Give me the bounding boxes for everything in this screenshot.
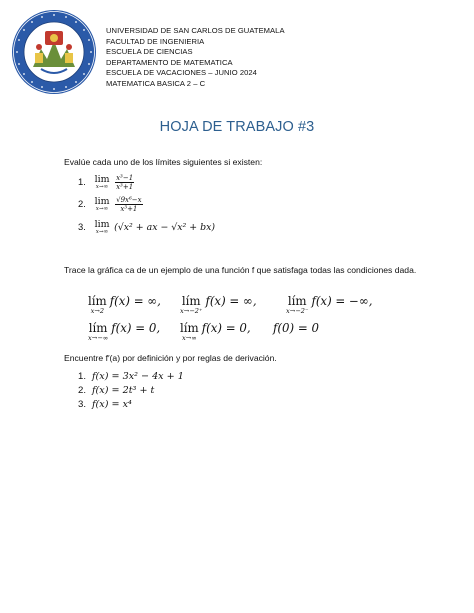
- lim-word: lím: [88, 294, 107, 308]
- limit-operator: [95, 175, 110, 190]
- institution-header: [106, 26, 436, 90]
- condition-limit-4: [88, 322, 160, 342]
- header-school: ESCUELA DE CIENCIAS: [106, 47, 193, 57]
- condition-limit-3: [286, 295, 373, 315]
- item-number: 1.: [78, 175, 86, 187]
- header-faculty: FACULTAD DE INGENIERIA: [106, 36, 205, 46]
- item-number: 2.: [78, 197, 86, 209]
- condition-expression: f(x) = ∞,: [205, 294, 257, 308]
- header-course: MATEMATICA BASICA 2 – C: [106, 78, 206, 88]
- lim-subscript: x→−2⁺: [180, 307, 203, 315]
- limit-expression: (√x² + ax − √x² + bx): [114, 222, 216, 233]
- numerator: √9x⁶−x: [116, 196, 142, 204]
- lim-subscript: x→∞: [181, 334, 197, 342]
- item-number: 2.: [78, 385, 87, 396]
- limit-fraction: [115, 174, 134, 191]
- condition-expression: f(x) = 0,: [201, 321, 251, 335]
- item-number: 1.: [78, 371, 87, 382]
- condition-value: [270, 322, 319, 336]
- limit-fraction: [115, 196, 142, 213]
- lim-subscript: x→−2⁻: [286, 307, 309, 315]
- header-university: UNIVERSIDAD DE SAN CARLOS DE GUATEMALA: [106, 26, 285, 35]
- condition-expression: f(x) = 0,: [111, 321, 161, 335]
- section1-instruction: Evalúe cada uno de los límites siguientes si existen:: [64, 157, 263, 167]
- derivative-item-2: [78, 385, 154, 396]
- lim-subscript: x→∞: [95, 206, 109, 212]
- lim-word: lim: [94, 174, 110, 185]
- derivative-item-1: [78, 371, 184, 382]
- condition-limit-2: [180, 295, 257, 315]
- lim-word: lím: [88, 321, 108, 335]
- denominator: x³+1: [120, 205, 138, 213]
- section2-instruction: Trace la gráfica ca de un ejemplo de una función f que satisfaga todas las condiciones dada.: [64, 265, 417, 275]
- lim-subscript: x→2: [90, 307, 105, 315]
- function-expression: f(x) = 3x² − 4x + 1: [92, 371, 184, 382]
- function-expression: f(x) = x⁴: [92, 399, 132, 410]
- numerator: x³−1: [116, 174, 134, 182]
- header-term: ESCUELA DE VACACIONES – JUNIO 2024: [106, 68, 257, 78]
- lim-subscript: x→∞: [95, 229, 109, 235]
- limit-operator: [95, 197, 110, 212]
- lim-word: lím: [287, 294, 307, 308]
- header-department: DEPARTAMENTO DE MATEMATICA: [106, 57, 233, 67]
- condition-expression: f(x) = ∞,: [109, 294, 161, 308]
- lim-word: lím: [181, 294, 201, 308]
- limit-item-3: [78, 220, 215, 235]
- limit-item-2: [78, 196, 143, 213]
- function-expression: f(x) = 2t³ + t: [92, 385, 155, 396]
- university-seal-logo: [11, 9, 97, 95]
- condition-limit-1: [88, 295, 161, 315]
- lim-word: lim: [94, 219, 110, 230]
- limit-operator: [95, 220, 110, 235]
- item-number: 3.: [78, 220, 86, 232]
- page-title: HOJA DE TRABAJO #3: [159, 119, 315, 135]
- item-number: 3.: [78, 399, 87, 410]
- condition-limit-5: [180, 322, 251, 342]
- lim-word: lim: [94, 196, 110, 207]
- condition-expression: f(0) = 0: [273, 321, 319, 335]
- derivative-item-3: [78, 399, 132, 410]
- section3-instruction: Encuentre f′(a) por definición y por reglas de derivación.: [64, 353, 277, 363]
- lim-subscript: x→−∞: [88, 334, 109, 342]
- condition-expression: f(x) = −∞,: [311, 294, 373, 308]
- limit-item-1: [78, 174, 134, 191]
- denominator: x³+1: [116, 183, 134, 191]
- lim-word: lím: [180, 321, 199, 335]
- lim-subscript: x→∞: [95, 184, 109, 190]
